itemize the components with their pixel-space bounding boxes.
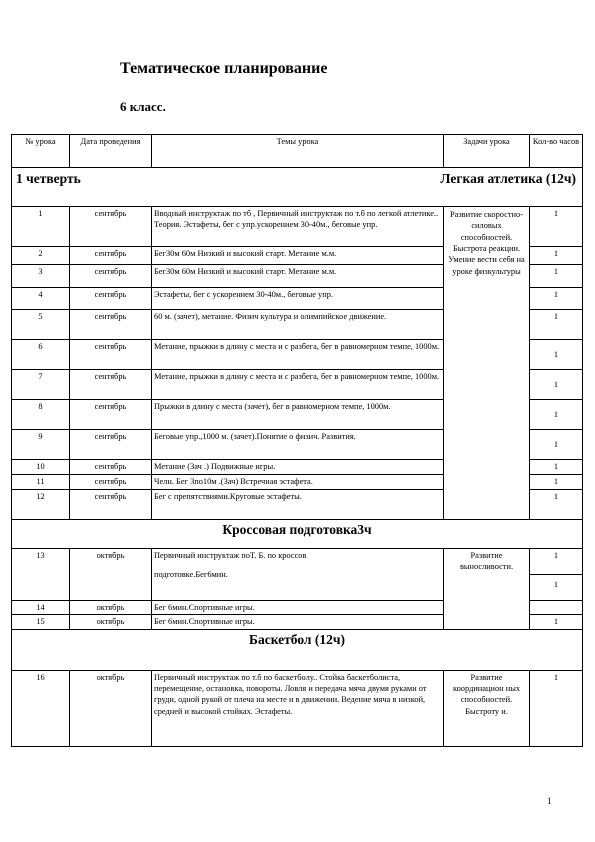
lesson-hours: 1 bbox=[530, 430, 583, 460]
basketball-tasks: Развитие координацион ных способностей. Быстроту и. bbox=[444, 670, 530, 746]
lesson-hours: 1 bbox=[530, 549, 582, 575]
quarter-row bbox=[12, 168, 583, 207]
lesson-number: 15 bbox=[12, 615, 70, 629]
lesson-month: сентябрь bbox=[70, 400, 152, 430]
lesson-topic: Метание, прыжки в длину с места и с разбега, бег в равномерном темпе, 1000м. bbox=[152, 340, 444, 370]
lesson-hours: 1 bbox=[530, 247, 583, 265]
lesson-number: 10 bbox=[12, 460, 70, 475]
lesson-number: 6 bbox=[12, 340, 70, 370]
quarter-label: 1 четверть bbox=[16, 171, 81, 186]
lesson-month: сентябрь bbox=[70, 475, 152, 490]
section-row bbox=[12, 520, 583, 549]
header-lesson-number: № урока bbox=[12, 135, 70, 168]
header-hours: Кол-во часов bbox=[530, 135, 583, 168]
lesson-topic: Метание (Зач .) Подвижные игры. bbox=[152, 460, 444, 475]
lesson-topic: Эстафеты, бег с ускорением 30-40м., беговые упр. bbox=[152, 288, 444, 310]
lesson-hours: 1 bbox=[530, 670, 583, 746]
lesson-topic bbox=[152, 549, 444, 601]
lesson-hours: 1 bbox=[530, 265, 583, 288]
lesson-month: октябрь bbox=[70, 670, 152, 746]
lesson-month: сентябрь bbox=[70, 310, 152, 340]
cross-tasks: Развитие выносливости. bbox=[444, 549, 530, 630]
lesson-hours: 1 bbox=[530, 340, 583, 370]
lesson-hours: 1 bbox=[530, 207, 583, 247]
page-number: 1 bbox=[547, 796, 552, 806]
header-date: Дата проведения bbox=[70, 135, 152, 168]
lesson-topic: Бег 6мин.Спортивные игры. bbox=[152, 601, 444, 615]
lesson-topic: Беговые упр.,1000 м. (зачет).Понятие о физич. Развития. bbox=[152, 430, 444, 460]
lesson-month: сентябрь bbox=[70, 370, 152, 400]
lesson-number: 3 bbox=[12, 265, 70, 288]
lesson-number: 13 bbox=[12, 549, 70, 601]
table-row bbox=[12, 670, 583, 746]
lesson-hours: 1 bbox=[530, 310, 583, 340]
lesson-month: сентябрь bbox=[70, 265, 152, 288]
thematic-plan-table bbox=[11, 134, 583, 747]
lesson-month: октябрь bbox=[70, 549, 152, 601]
lesson-number: 8 bbox=[12, 400, 70, 430]
lesson-hours: 1 bbox=[530, 475, 583, 490]
lesson-hours: 1 bbox=[530, 288, 583, 310]
section-athletics: Легкая атлетика (12ч) bbox=[440, 171, 576, 186]
table-header-row bbox=[12, 135, 583, 168]
lesson-number: 12 bbox=[12, 490, 70, 520]
lesson-topic: Бег с препятствиями.Круговые эстафеты. bbox=[152, 490, 444, 520]
lesson-number: 16 bbox=[12, 670, 70, 746]
lesson-topic: Метание, прыжки в длину с места и с разбега, бег в равномерном темпе, 1000м. bbox=[152, 370, 444, 400]
lesson-month: сентябрь bbox=[70, 340, 152, 370]
athletics-tasks: Развитие скоростно-силовых способностей. Быстрота реакции. Умение вести себя на уроке физкультуры bbox=[444, 207, 530, 520]
lesson-month: сентябрь bbox=[70, 247, 152, 265]
section-row bbox=[12, 629, 583, 670]
lesson-number: 11 bbox=[12, 475, 70, 490]
lesson-hours: 1 bbox=[530, 370, 583, 400]
lesson-number: 7 bbox=[12, 370, 70, 400]
lesson-month: сентябрь bbox=[70, 288, 152, 310]
section-cross-country: Кроссовая подготовка3ч bbox=[12, 520, 583, 549]
lesson-number: 9 bbox=[12, 430, 70, 460]
lesson-number: 2 bbox=[12, 247, 70, 265]
lesson-topic-line: Первичный инструктаж поТ. Б. по кроссов bbox=[154, 551, 307, 560]
lesson-month: сентябрь bbox=[70, 430, 152, 460]
section-basketball: Баскетбол (12ч) bbox=[12, 629, 583, 670]
page-title: Тематическое планирование bbox=[120, 60, 328, 77]
table-row bbox=[12, 549, 583, 601]
lesson-hours: 1 bbox=[530, 460, 583, 475]
lesson-month: октябрь bbox=[70, 615, 152, 629]
lesson-topic: Прыжки в длину с места (зачет), бег в равномерном темпе, 1000м. bbox=[152, 400, 444, 430]
lesson-topic: Бег 6мин.Спортивные игры. bbox=[152, 615, 444, 629]
header-topic: Темы урока bbox=[152, 135, 444, 168]
lesson-number: 1 bbox=[12, 207, 70, 247]
lesson-month: сентябрь bbox=[70, 207, 152, 247]
lesson-hours: 1 bbox=[530, 615, 583, 629]
lesson-topic-line: подготовке.Бег6мин. bbox=[154, 570, 228, 580]
lesson-number: 5 bbox=[12, 310, 70, 340]
header-tasks: Задачи урока bbox=[444, 135, 530, 168]
lesson-topic: Первичный инструктаж по т.б по баскетболу.. Стойка баскетболиста, перемещение, остановка, повороты. Ловля и передача мяча двумя руками от груди, одной рукой от плеча на месте и в движении. Ведение мяча в низкой, средней и высокой стойках. Эстафеты. bbox=[152, 670, 444, 746]
page-subtitle: 6 класс. bbox=[120, 99, 166, 114]
table-row bbox=[12, 207, 583, 247]
lesson-topic: 60 м. (зачет), метание. Физич культура и олимпийское движение. bbox=[152, 310, 444, 340]
lesson-topic: Бег30м 60м Низкий и высокий старт. Метание м.м. bbox=[152, 265, 444, 288]
lesson-number: 4 bbox=[12, 288, 70, 310]
lesson-month: сентябрь bbox=[70, 490, 152, 520]
lesson-hours: 1 bbox=[530, 400, 583, 430]
lesson-month: октябрь bbox=[70, 601, 152, 615]
lesson-topic: Челн. Бег 3по10м .(Зач) Встречная эстафета. bbox=[152, 475, 444, 490]
lesson-topic: Бег30м 60м Низкий и высокий старт. Метание м.м. bbox=[152, 247, 444, 265]
lesson-number: 14 bbox=[12, 601, 70, 615]
lesson-month: сентябрь bbox=[70, 460, 152, 475]
lesson-hours: 1 bbox=[553, 580, 559, 589]
lesson-topic: Вводный инструктаж по тб , Первичный инструктаж по т.б по легкой атлетике.. Теория. Эстафеты, бег с упр.ускорением 30-40м., беговые упр. bbox=[152, 207, 444, 247]
lesson-hours: 1 bbox=[530, 490, 583, 520]
